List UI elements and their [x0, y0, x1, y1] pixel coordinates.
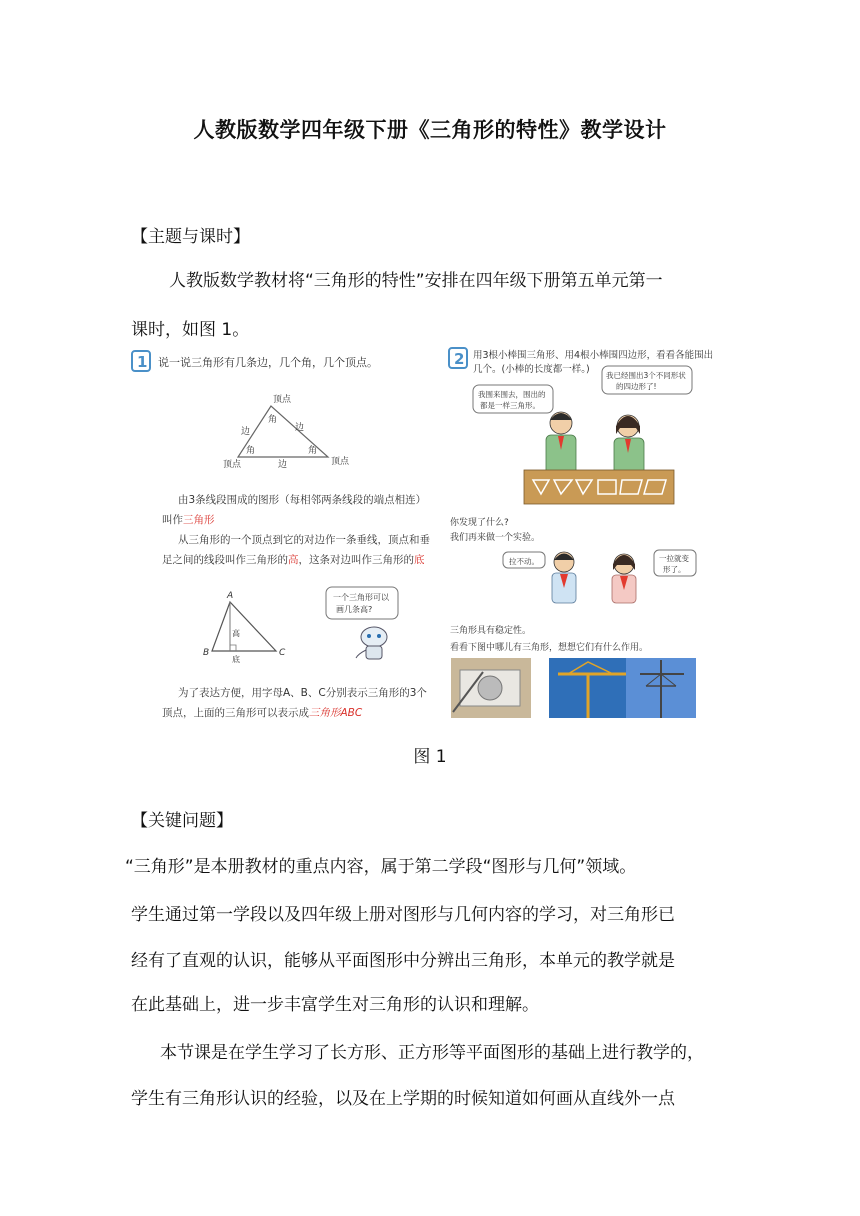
question-text: 三角形具有稳定性。 — [450, 626, 532, 636]
vertex-a-label: A — [227, 591, 234, 601]
definition-line: 从三角形的一个顶点到它的对边作一条垂线，顶点和垂 — [178, 534, 430, 546]
svg-text:我已经围出3个不同形状: 我已经围出3个不同形状 — [606, 371, 686, 380]
textbook-figure — [128, 340, 733, 725]
notation-line: 顶点，上面的三角形可以表示成三角形ABC — [162, 707, 363, 719]
paragraph-line: 人教版数学教材将“三角形的特性”安排在四年级下册第五单元第一 — [169, 271, 663, 291]
side-label: 边 — [241, 427, 251, 437]
side-label: 边 — [278, 460, 288, 470]
question-text: 几个。(小棒的长度都一样。) — [473, 364, 590, 375]
robot-icon — [356, 627, 387, 659]
angle-label: 角 — [308, 446, 318, 456]
angle-label: 角 — [268, 415, 278, 425]
paragraph-line: 经有了直观的认识，能够从平面图形中分辨出三角形，本单元的教学就是 — [131, 951, 675, 971]
definition-line: 足之间的线段叫作三角形的高，这条对边叫作三角形的底 — [162, 554, 425, 566]
side-label: 边 — [295, 423, 305, 433]
vertex-label: 顶点 — [273, 395, 292, 405]
figure-caption: 图 1 — [413, 747, 447, 767]
svg-text:都是一样三角形。: 都是一样三角形。 — [480, 401, 540, 410]
photo-crane — [549, 658, 629, 718]
photo-air-conditioner — [451, 658, 531, 718]
svg-text:一拉就变: 一拉就变 — [659, 554, 689, 563]
question-number: 1 — [137, 353, 148, 371]
base-label: 底 — [232, 655, 240, 664]
angle-label: 角 — [246, 446, 256, 456]
document-title: 人教版数学四年级下册《三角形的特性》教学设计 — [193, 118, 667, 142]
svg-text:的四边形了!: 的四边形了! — [616, 382, 657, 391]
svg-text:形了。: 形了。 — [663, 565, 686, 574]
svg-text:画几条高?: 画几条高? — [336, 605, 373, 614]
paragraph-line: “三角形”是本册教材的重点内容，属于第二学段“图形与几何”领域。 — [125, 857, 637, 877]
paragraph-line: 本节课是在学生学习了长方形、正方形等平面图形的基础上进行教学的， — [160, 1043, 704, 1063]
photo-power-pole — [626, 658, 696, 718]
definition-line: 由3条线段围成的图形（每相邻两条线段的端点相连） — [178, 494, 427, 506]
svg-text:一个三角形可以: 一个三角形可以 — [333, 593, 389, 602]
vertex-label: 顶点 — [331, 457, 350, 467]
definition-line: 叫作三角形 — [162, 514, 215, 526]
vertex-c-label: C — [279, 648, 286, 658]
triangle-abc — [212, 602, 276, 651]
question-text: 说一说三角形有几条边，几个角，几个顶点。 — [158, 356, 378, 369]
svg-text:拉不动。: 拉不动。 — [509, 557, 539, 566]
vertex-label: 顶点 — [223, 460, 242, 470]
question-text: 你发现了什么? — [450, 518, 509, 528]
paragraph-line: 课时，如图 1。 — [131, 320, 250, 340]
section-heading-topic: 【主题与课时】 — [131, 227, 250, 247]
paragraph-line: 学生有三角形认识的经验，以及在上学期的时候知道如何画从直线外一点 — [131, 1089, 675, 1109]
question-text: 我们再来做一个实验。 — [450, 533, 541, 543]
svg-text:我围来围去，围出的: 我围来围去，围出的 — [478, 390, 546, 399]
question-text: 用3根小棒围三角形、用4根小棒围四边形，看看各能围出 — [473, 350, 714, 361]
students-illustration — [524, 412, 674, 504]
question-text: 看看下图中哪儿有三角形，想想它们有什么作用。 — [450, 643, 649, 653]
notation-line: 为了表达方便，用字母A、B、C分别表示三角形的3个 — [178, 687, 427, 699]
question-number: 2 — [454, 350, 465, 368]
robot-speech-bubble — [326, 587, 398, 619]
students-experiment-illustration — [552, 552, 636, 603]
height-label: 高 — [232, 629, 240, 638]
section-heading-key-questions: 【关键问题】 — [131, 811, 233, 831]
paragraph-line: 在此基础上，进一步丰富学生对三角形的认识和理解。 — [131, 995, 539, 1015]
vertex-b-label: B — [203, 648, 210, 658]
paragraph-line: 学生通过第一学段以及四年级上册对图形与几何内容的学习，对三角形已 — [131, 905, 675, 925]
